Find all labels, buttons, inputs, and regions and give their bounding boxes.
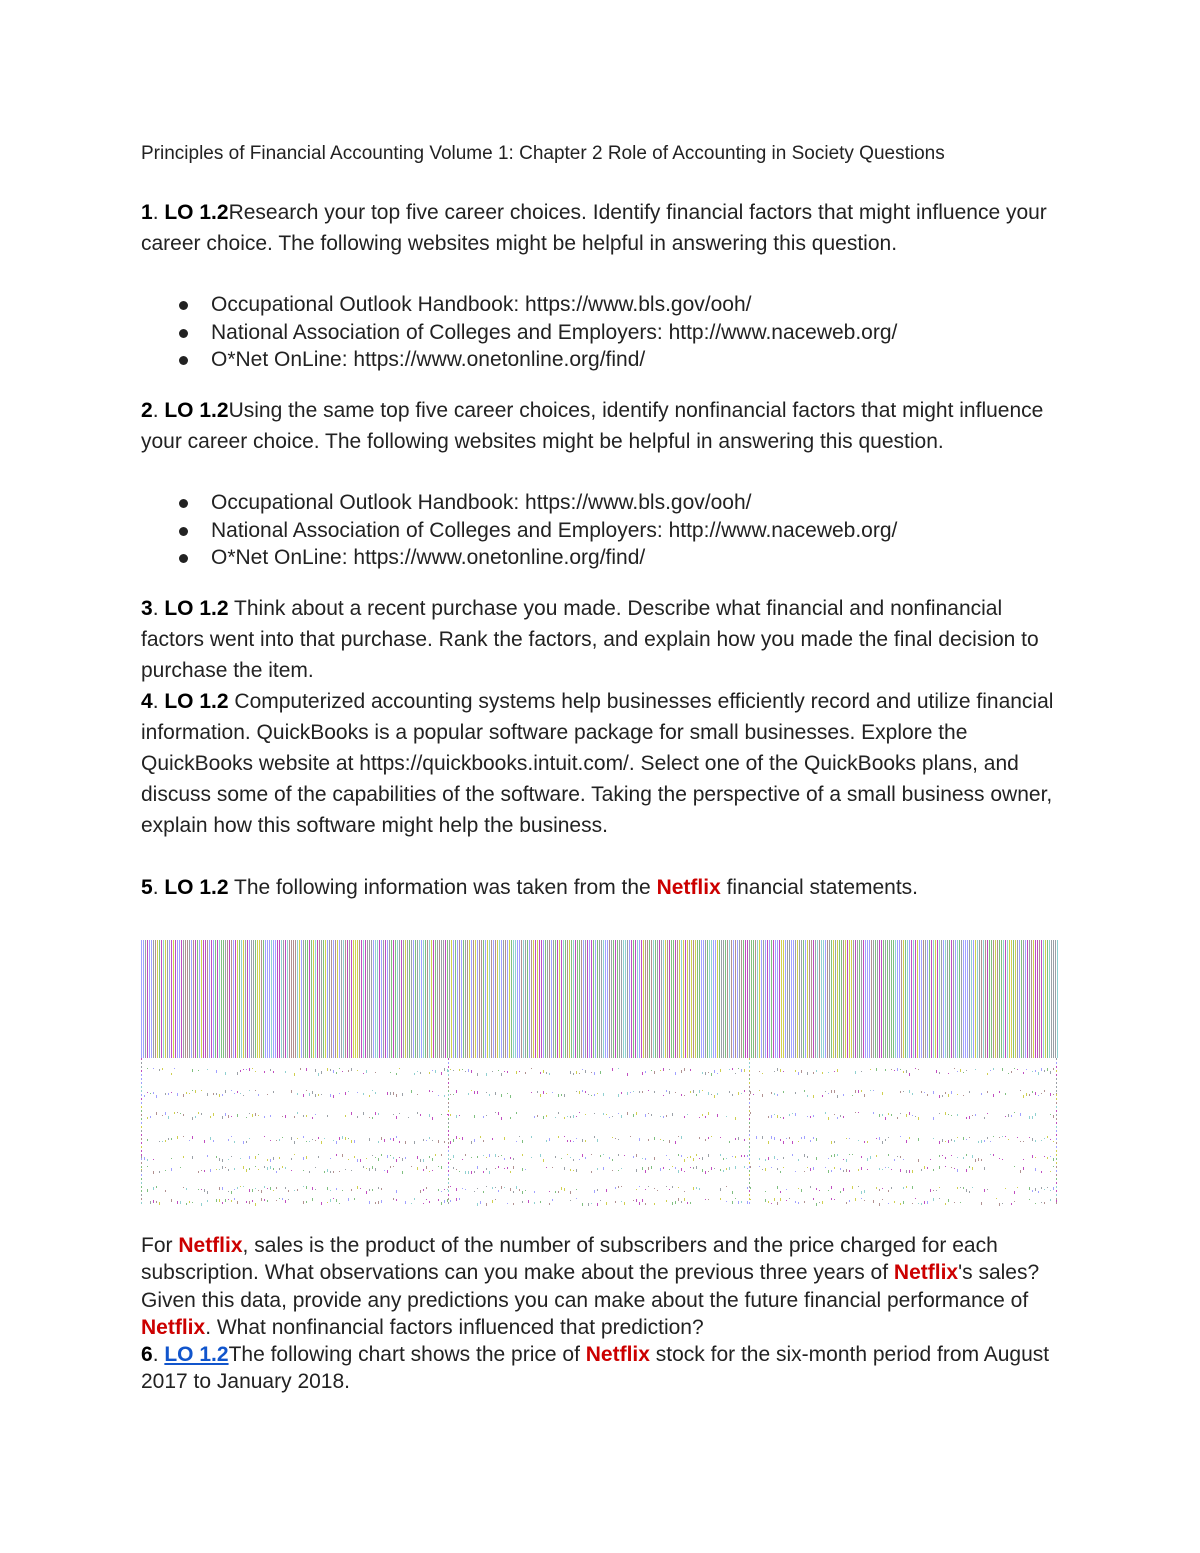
financial-statement-image <box>141 940 1059 1206</box>
question-text: Computerized accounting systems help businesses efficiently record and utilize financial information. QuickBooks is a popular software package for small businesses. Explore the QuickBooks website at https://quickbooks.intuit.com/. Select one of the QuickBooks plans, and discuss some of the capabilities of the software. Taking the perspective of a small business owner, explain how this software might help the business. <box>141 690 1054 837</box>
list-item: Occupational Outlook Handbook: https://www.bls.gov/ooh/ <box>141 489 897 517</box>
question-1: 1. LO 1.2Research your top five career choices. Identify financial factors that might influence your career choice. The following websites might be helpful in answering this question. <box>141 201 1047 255</box>
question-number: 1 <box>141 201 153 224</box>
list-item: National Association of Colleges and Employers: http://www.naceweb.org/ <box>141 517 897 545</box>
company-name: Netflix <box>893 1261 959 1285</box>
lo-tag: LO 1.2 <box>164 399 229 422</box>
bullet-icon <box>179 499 188 508</box>
list-item: Occupational Outlook Handbook: https://www.bls.gov/ooh/ <box>141 291 897 319</box>
question-number: 4 <box>141 690 153 713</box>
question-number: 2 <box>141 399 153 422</box>
lo-tag: LO 1.2 <box>164 876 229 899</box>
lo-tag: LO 1.2 <box>164 201 229 224</box>
website-list-2 <box>141 489 897 572</box>
question-text: Research your top five career choices. Identify financial factors that might influence your career choice. The following websites might be helpful in answering this question. <box>141 201 1047 255</box>
question-4: 4. LO 1.2 Computerized accounting systems help businesses efficiently record and utilize financial information. QuickBooks is a popular software package for small businesses. Explore the QuickBooks website at https://quickbooks.intuit.com/. Select one of the QuickBooks plans, and discuss some of the capabilities of the software. Taking the perspective of a small business owner, explain how this software might help the business. <box>141 690 1054 837</box>
question-2: 2. LO 1.2Using the same top five career choices, identify nonfinancial factors that might influence your career choice. The following websites might be helpful in answering this question. <box>141 399 1044 453</box>
lo-tag: LO 1.2 <box>164 597 229 620</box>
document-title: Principles of Financial Accounting Volume 1: Chapter 2 Role of Accounting in Society Questions <box>141 143 945 164</box>
question-5-paragraph: For Netflix, sales is the product of the number of subscribers and the price charged for each subscription. What observations can you make about the previous three years of Netflix's sales? Given this data, provide any predictions you can make about the future financial performance of Netflix. What nonfinancial factors influenced that prediction? 6. LO 1.2The following chart shows the price of Netflix stock for the six-month period from August 2017 to January 2018. <box>141 1234 1050 1394</box>
company-name: Netflix <box>141 1315 206 1339</box>
question-number: 3 <box>141 597 153 620</box>
company-name: Netflix <box>178 1234 243 1257</box>
bullet-icon <box>179 356 188 365</box>
bullet-icon <box>179 527 188 536</box>
question-text: Using the same top five career choices, identify nonfinancial factors that might influence your career choice. The following websites might be helpful in answering this question. <box>141 399 1044 453</box>
bullet-icon <box>179 554 188 563</box>
garbled-image <box>141 940 1059 1206</box>
question-3: 3. LO 1.2 Think about a recent purchase you made. Describe what financial and nonfinancial factors went into that purchase. Rank the factors, and explain how you made the final decision to purchase the item. <box>141 597 1039 682</box>
company-name: Netflix <box>656 876 721 899</box>
question-number: 5 <box>141 876 153 899</box>
lo-tag: LO 1.2 <box>164 690 229 713</box>
bullet-icon <box>179 301 188 310</box>
question-text: Think about a recent purchase you made. Describe what financial and nonfinancial factors went into that purchase. Rank the factors, and explain how you made the final decision to purchase the item. <box>141 597 1039 682</box>
question-number: 6 <box>141 1343 153 1367</box>
company-name: Netflix <box>585 1343 650 1367</box>
list-item: O*Net OnLine: https://www.onetonline.org/find/ <box>141 346 897 374</box>
website-list-1 <box>141 291 897 374</box>
question-5: 5. LO 1.2 The following information was taken from the Netflix financial statements. <box>141 876 919 899</box>
list-item: National Association of Colleges and Employers: http://www.naceweb.org/ <box>141 319 897 347</box>
lo-link[interactable]: LO 1.2 <box>164 1343 229 1367</box>
bullet-icon <box>179 329 188 338</box>
list-item: O*Net OnLine: https://www.onetonline.org/find/ <box>141 544 897 572</box>
